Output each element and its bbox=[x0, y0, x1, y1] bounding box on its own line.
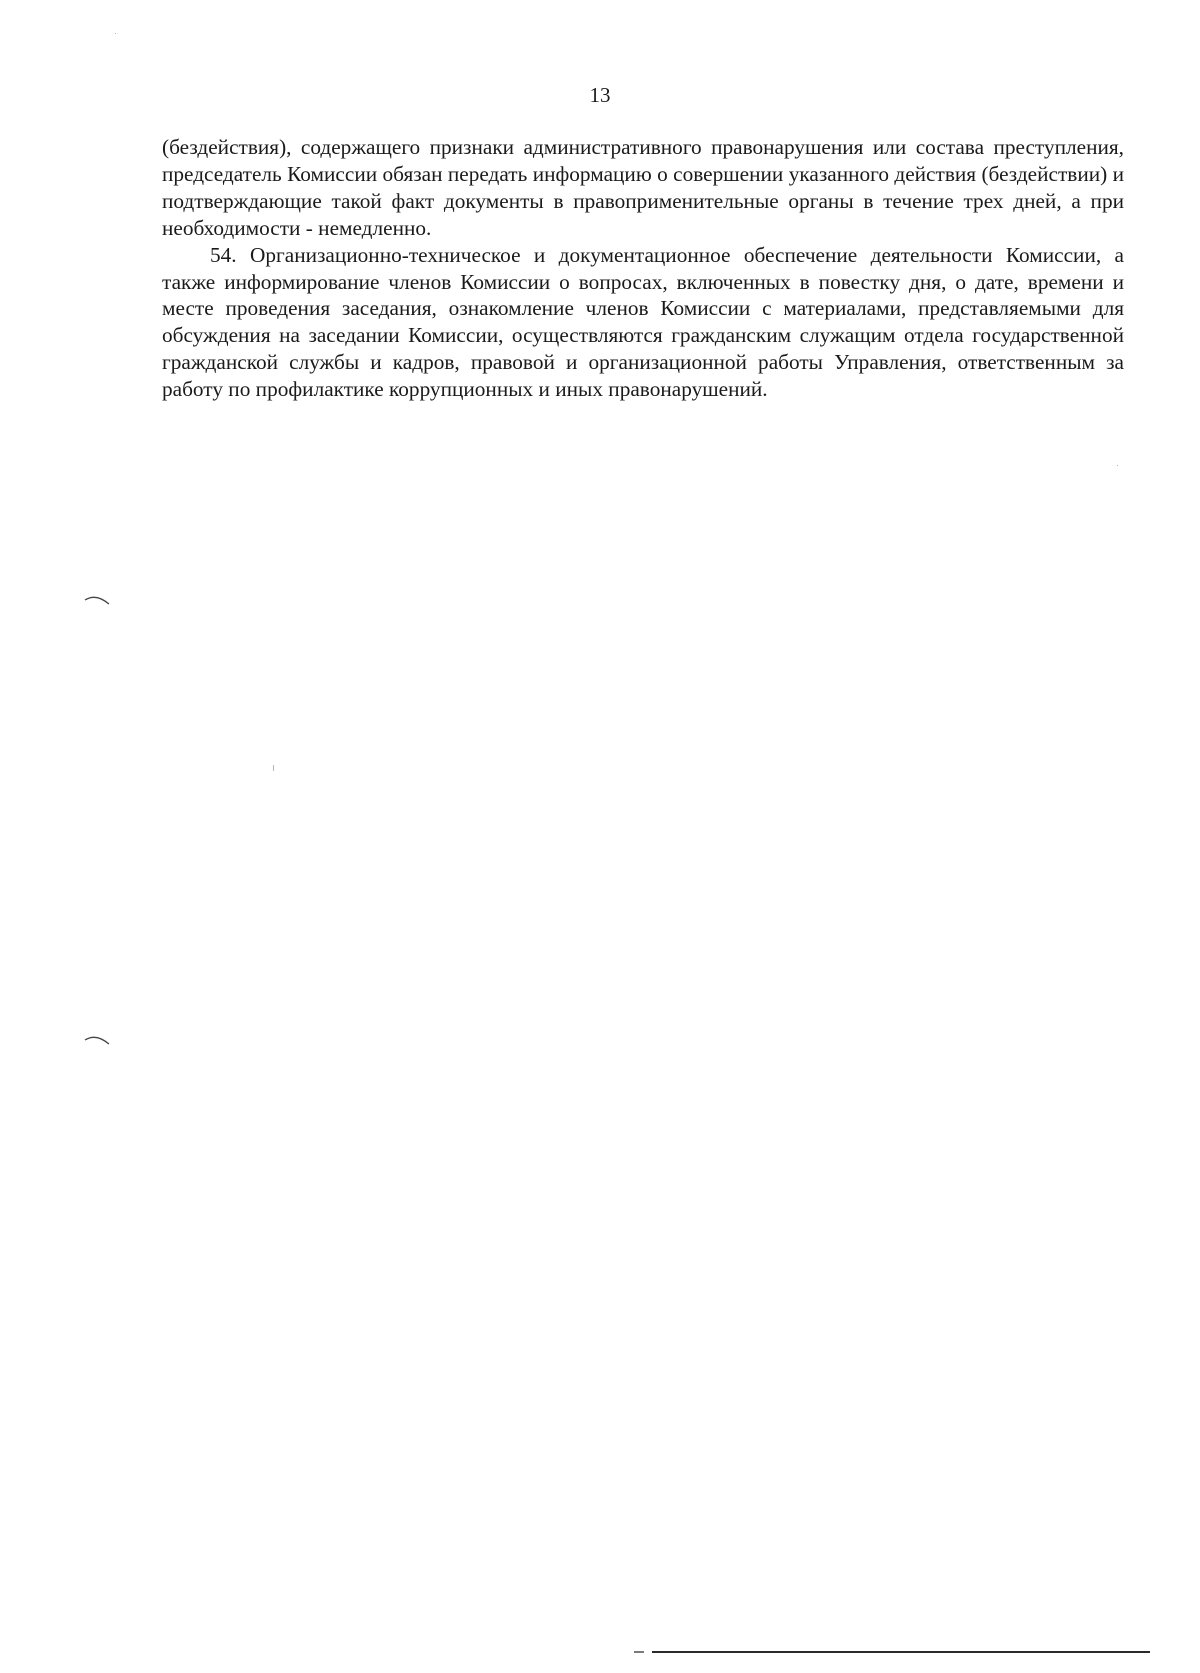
footer-rule-fragment bbox=[634, 1651, 644, 1653]
paragraph-54: 54. Организационно-техническое и документационное обеспечение деятельности Комиссии, а также информирование членов Комиссии о вопросах, включенных в повестку дня, о дате, времени и месте проведения заседания, ознакомление членов Комиссии с материалами, представляемыми для обсуждения на заседании Комиссии, осуществляются гражданским служащим отдела государственной гражданской службы и кадров, правовой и организационной работы Управления, ответственным за работу по профилактике коррупционных и иных правонарушений. bbox=[162, 242, 1124, 402]
paragraph-continuation: (бездействия), содержащего признаки административного правонарушения или состава преступления, председатель Комиссии обязан передать информацию о совершении указанного действия (бездействии) и подтверждающие такой факт документы в правоприменительные органы в течение трех дней, а при необходимости - немедленно. bbox=[162, 135, 1124, 240]
scan-speck bbox=[1117, 465, 1118, 466]
document-body bbox=[162, 134, 1124, 403]
footer-rule bbox=[652, 1651, 1150, 1653]
page-number: 13 bbox=[589, 83, 611, 107]
scan-speck bbox=[273, 765, 274, 771]
scan-speck bbox=[115, 33, 116, 34]
punch-hole-mark-lower bbox=[84, 1033, 110, 1047]
punch-hole-mark-upper bbox=[84, 593, 110, 607]
